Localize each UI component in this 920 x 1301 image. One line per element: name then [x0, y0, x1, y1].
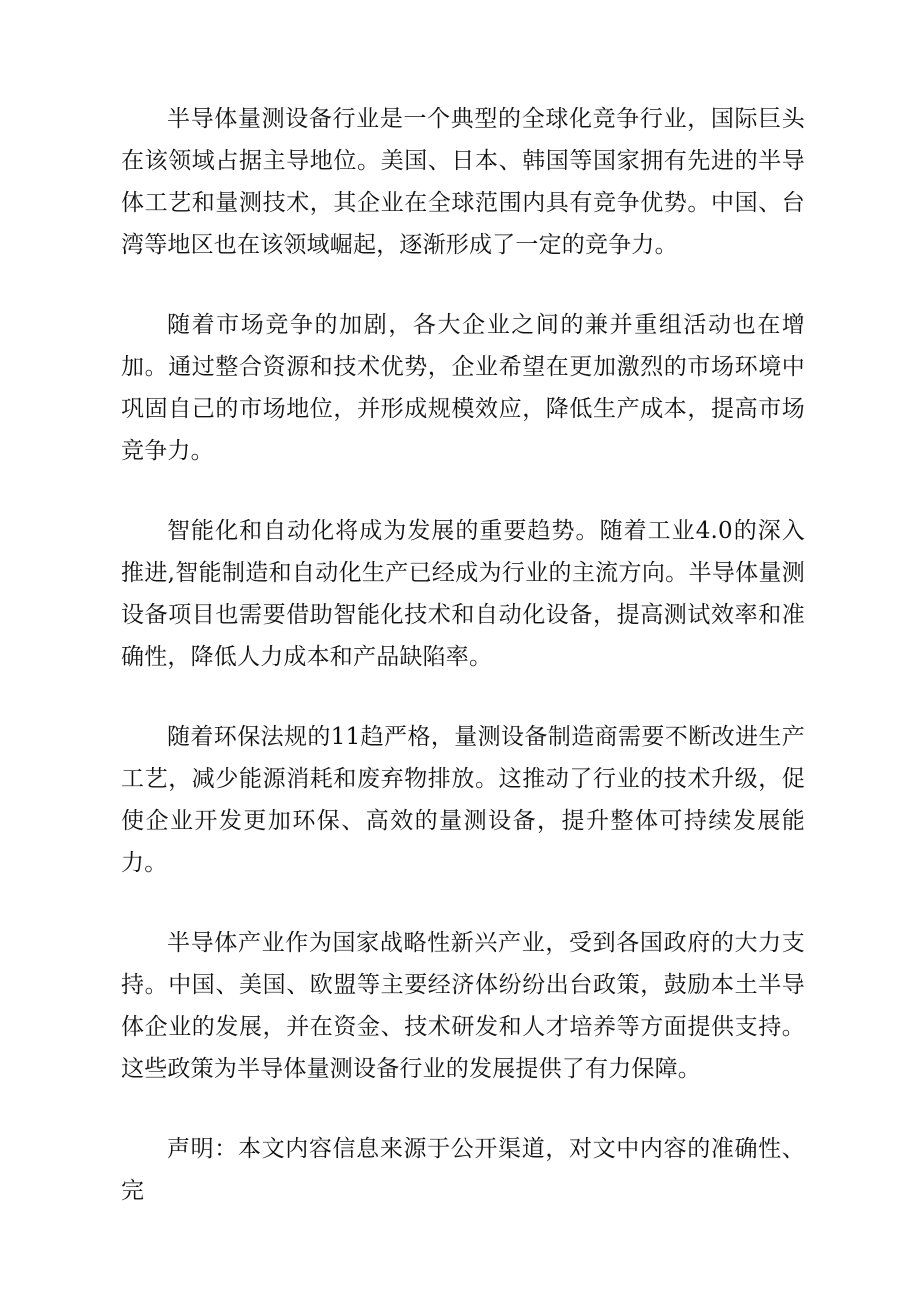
- paragraph-mergers: 随着市场竞争的加剧，各大企业之间的兼并重组活动也在增加。通过整合资源和技术优势，企业希望在更加激烈的市场环境中巩固自己的市场地位，并形成规模效应，降低生产成本，提高市场竞争力。: [121, 312, 805, 464]
- paragraph-policy-support: 半导体产业作为国家战略性新兴产业，受到各国政府的大力支持。中国、美国、欧盟等主要经济体纷纷出台政策，鼓励本土半导体企业的发展，并在资金、技术研发和人才培养等方面提供支持。这些政策为半导体量测设备行业的发展提供了有力保障。: [121, 930, 805, 1082]
- paragraph-disclaimer: 声明：本文内容信息来源于公开渠道，对文中内容的准确性、完: [121, 1136, 805, 1204]
- paragraph-automation-trend: 智能化和自动化将成为发展的重要趋势。随着工业4.0的深入推进,智能制造和自动化生产已经成为行业的主流方向。半导体量测设备项目也需要借助智能化技术和自动化设备，提高测试效率和准确性，降低人力成本和产品缺陷率。: [121, 518, 805, 670]
- paragraph-global-competition: 半导体量测设备行业是一个典型的全球化竞争行业，国际巨头在该领域占据主导地位。美国、日本、韩国等国家拥有先进的半导体工艺和量测技术，其企业在全球范围内具有竞争优势。中国、台湾等地区也在该领域崛起，逐渐形成了一定的竞争力。: [121, 106, 805, 258]
- paragraph-environmental-regulation: 随着环保法规的11趋严格，量测设备制造商需要不断改进生产工艺，减少能源消耗和废弃物排放。这推动了行业的技术升级，促使企业开发更加环保、高效的量测设备，提升整体可持续发展能力。: [121, 724, 805, 876]
- document-body: [121, 98, 805, 1212]
